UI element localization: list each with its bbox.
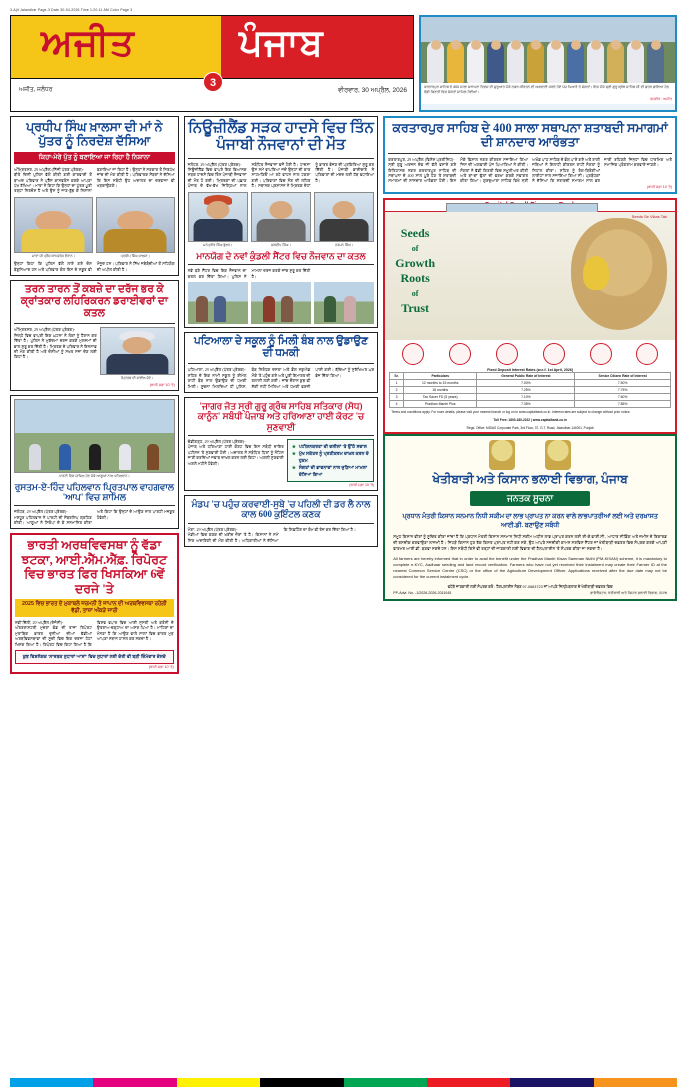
bank-terms-note: Terms and conditions apply. For more details, please visit your nearest branch or log on to www.capitalbank.co.in. Interest rates are subject to change without prior notice. — [391, 409, 631, 414]
right-column — [383, 116, 677, 678]
photo-caption: ਮਨਪ੍ਰੀਤ ਸਿੰਘ ਭੁੱਲਰ। — [203, 242, 233, 247]
street-photo-2 — [251, 282, 311, 324]
masthead-date: ਵੀਰਵਾਰ, 30 ਅਪ੍ਰੈਲ, 2026 — [338, 87, 407, 94]
top-photo-credit: ਤਸਵੀਰ : ਅਜੀਤ — [421, 97, 675, 104]
article-photo-victim — [100, 327, 175, 375]
article-wheat-procurement — [184, 495, 379, 547]
victim-photo-1 — [188, 192, 248, 242]
article-headline: 'ਜਾਗਰ ਜੋਤ ਸ੍ਰੀ ਗੁਰੂ ਗ੍ਰੰਥ ਸਾਹਿਬ ਸਤਿਕਾਰ (ਸੋਧ) ਕਾਨੂੰਨ' ਸਬੰਧੀ ਪੰਜਾਬ ਅਤੇ ਹਰਿਆਣਾ ਹਾਈ ਕੋਰਟ 'ਚ ਸੁਣਵਾਈ — [197, 401, 365, 432]
article-body: ਜ਼ਿਲ੍ਹੇ ਵਿਚ ਵਾਪਰੀ ਇਕ ਘਟਨਾ ਨੇ ਲੋਕਾਂ ਨੂੰ ਹੈਰਾਨ ਕਰ ਦਿੱਤਾ ਹੈ। ਪੁਲਿਸ ਨੇ ਮੁਕੱਦਮਾ ਦਰਜ ਕਰਕੇ ਮੁਲਜ਼ਮਾਂ ਦੀ ਭਾਲ ਸ਼ੁਰੂ ਕਰ ਦਿੱਤੀ ਹੈ। ਮ੍ਰਿਤਕ ਦੇ ਪਰਿਵਾਰ ਨੇ ਇਨਸਾਫ਼ ਦੀ ਮੰਗ ਕੀਤੀ ਹੈ ਅਤੇ ਦੋਸ਼ੀਆਂ ਨੂੰ ਸਖ਼ਤ ਸਜ਼ਾ ਦੇਣ ਲਈ ਕਿਹਾ ਹੈ। — [14, 332, 97, 360]
govt-ad-title: ਖੇਤੀਬਾੜੀ ਅਤੇ ਕਿਸਾਨ ਭਲਾਈ ਵਿਭਾਗ, ਪੰਜਾਬ — [432, 471, 628, 486]
article-body: ਮੰਡੀਆਂ ਵਿਚ ਕਣਕ ਦੀ ਖ਼ਰੀਦ ਜ਼ੋਰਾਂ 'ਤੇ ਹੈ। ਕਿਸਾਨਾਂ ਨੇ ਸਮੇਂ ਸਿਰ ਅਦਾਇਗੀ ਦੀ ਮੰਗ ਕੀਤੀ ਹੈ। ਅਧਿਕਾਰੀਆਂ ਨੇ ਦੱਸਿਆ ਕਿ ਲਿਫਟਿੰਗ ਦਾ ਕੰਮ ਵੀ ਤੇਜ਼ ਕਰ ਦਿੱਤਾ ਗਿਆ ਹੈ। — [187, 526, 356, 543]
photo-caption: ਪਾਰਟੀ ਵਿਚ ਸ਼ਾਮਿਲ ਹੋਣ ਮੌਕੇ ਆਗੂਆਂ ਨਾਲ ਪਹਿਲਵਾਨ। — [59, 473, 130, 478]
article-bullet-list — [287, 439, 374, 482]
article-patiala-bomb-threat — [184, 332, 379, 393]
advertisement-agriculture-dept[interactable] — [383, 434, 677, 601]
street-photo-1 — [188, 282, 248, 324]
govt-ad-lead: ਪ੍ਰਧਾਨ ਮੰਤਰੀ ਕਿਸਾਨ ਸਨਮਾਨ ਨਿਧੀ ਸਕੀਮ ਦਾ ਲਾਭ ਪ੍ਰਾਪਤ ਨਾ ਕਰਨ ਵਾਲੇ ਲਾਭਪਾਤਰੀਆਂ ਲਈ ਅਤੇ ਦਰਖ਼ਾਸਤ ਆਈ.ਡੀ. ਬਣਾਉਣ ਸਬੰਧੀ — [402, 512, 658, 529]
govt-emblem-row — [389, 440, 671, 470]
article-headline: ਪ੍ਰਧੀਪ ਸਿੰਘ ਖ਼ਾਲਸਾ ਦੀ ਮਾਂ ਨੇ ਪੁੱਤਰ ਨੂੰ ਨਿਰਦੋਸ਼ ਦੱਸਿਆ — [26, 120, 163, 149]
punjab-govt-emblem-icon — [489, 440, 515, 470]
article-quote: ਕੁਝ ਵਿਸ਼ਲੇਸ਼ਕ 'ਸਾਰਥਕ ਸੁਧਾਰਾਂ ਆਸਾਂ' ਵਿਚ ਸੁਧਾਰਾਂ ਲਈ ਦੇਰੀ ਵੀ ਬੜੀ ਜ਼ਿੰਮੇਵਾਰ ਦੱਸਦੇ — [15, 650, 174, 664]
main-content-grid — [10, 116, 677, 678]
victim-photo-3 — [314, 192, 374, 242]
bullet-item: ★ ਸੰਗਤਾਂ ਦੀ ਭਾਵਨਾਵਾਂ ਨਾਲ ਜੁੜਿਆ ਮਾਮਲਾ ਦੱਸਿਆ ਗਿਆ — [292, 464, 369, 478]
bank-contact: Toll Free: 1800-180-2222 | www.capitalbank.co.in — [493, 417, 567, 422]
bank-regd-office: Regd. Office: MIDAS Corporate Park, 3rd Floor, 37, G.T. Road, Jalandhar-144001, Punjab — [466, 425, 594, 430]
photo-person-head — [431, 40, 441, 50]
victim-photo-2 — [251, 192, 311, 242]
photo-caption: ਜਗਦੀਪ ਸਿੰਘ। — [271, 242, 291, 247]
article-kicker: ਕਿਹਾ-ਮੇਰੇ ਪੁੱਤ ਨੂੰ ਬਣਾਇਆ ਜਾ ਰਿਹਾ ਹੈ ਨਿਸ਼ਾਨਾ — [14, 152, 175, 164]
article-continued: (ਬਾਕੀ ਸਫ਼ਾ 10 'ਤੇ) — [149, 382, 175, 387]
article-body: ਬੀਤੇ ਦਿਨੀਂ ਪੁਲਿਸ ਵੱਲੋਂ ਕੀਤੀ ਗਈ ਕਾਰਵਾਈ ਤੋਂ ਬਾਅਦ ਪਰਿਵਾਰ ਨੇ ਪ੍ਰੈੱਸ ਕਾਨਫਰੰਸ ਕਰਕੇ ਆਪਣਾ ਪੱਖ ਰੱਖਿਆ। ਮਾਤਾ ਨੇ ਕਿਹਾ ਕਿ ਉਨ੍ਹਾਂ ਦਾ ਪੁੱਤਰ ਪੂਰੀ ਤਰ੍ਹਾਂ ਨਿਰਦੋਸ਼ ਹੈ ਅਤੇ ਉਸ ਨੂੰ ਜਾਣ-ਬੁੱਝ ਕੇ ਨਿਸ਼ਾਨਾ ਬਣਾਇਆ ਜਾ ਰਿਹਾ ਹੈ। ਉਨ੍ਹਾਂ ਨੇ ਸਰਕਾਰ ਤੋਂ ਨਿਰਪੱਖ ਜਾਂਚ ਦੀ ਮੰਗ ਕੀਤੀ ਹੈ। ਪਰਿਵਾਰਕ ਮੈਂਬਰਾਂ ਨੇ ਦੱਸਿਆ ਕਿ ਇਸ ਸਬੰਧੀ ਉਹ ਅਦਾਲਤ ਦਾ ਦਰਵਾਜ਼ਾ ਵੀ ਖੜਕਾਉਣਗੇ। — [14, 166, 175, 194]
left-column — [10, 116, 179, 678]
table-row — [390, 400, 671, 407]
photo-caption: ਮ੍ਰਿਤਕ ਦੀ ਫਾਈਲ ਫੋਟੋ। — [121, 376, 154, 381]
weaver-bird-illustration — [583, 256, 609, 290]
table-row — [390, 386, 671, 393]
article-dateline: ਕਰਤਾਰਪੁਰ, 29 ਅਪ੍ਰੈਲ (ਵਿਸ਼ੇਸ਼ ਪ੍ਰਤੀਨਿਧ)- — [388, 156, 455, 162]
cell: 7.25% — [477, 386, 575, 393]
table-row — [390, 393, 671, 400]
interest-rate-table — [389, 372, 671, 408]
article-newzealand-crash — [184, 116, 379, 328]
govt-ad-band: ਜਨਤਕ ਸੂਚਨਾ — [470, 491, 590, 506]
hero-line: Seeds — [400, 225, 430, 240]
agriculture-dept-emblem-icon — [545, 440, 571, 470]
article-photo-joining — [14, 399, 175, 473]
photo-caption: ਮਾਤਾ ਜੀ ਪ੍ਰੈੱਸ ਕਾਨਫਰੰਸ ਦੌਰਾਨ। — [31, 253, 75, 258]
bullet-item: ★ ਪਟੀਸ਼ਨਕਰਤਾ ਦੀ ਦਲੀਲਾਂ 'ਤੇ ਉੱਠੇ ਸਵਾਲ — [292, 443, 369, 450]
hero-line: of — [411, 288, 419, 298]
table-header: Particulars — [403, 372, 477, 379]
hero-line: Growth — [395, 255, 436, 270]
advertisement-capital-bank[interactable] — [383, 198, 677, 434]
masthead-title-punjab: ਪੰਜਾਬ — [239, 23, 324, 64]
bank-hero-text — [395, 226, 435, 316]
cell: 7.75% — [575, 386, 671, 393]
article-headline: ਰੁਸਤਮ-ਏ-ਹਿੰਦ ਪਹਿਲਵਾਨ ਪ੍ਰਿਤਪਾਲ ਵਾਹਗਵਾਲ 'ਆਪ' ਵਿਚ ਸ਼ਾਮਿਲ — [14, 481, 175, 502]
article-kartarpur-centenary — [383, 116, 677, 194]
page-number-badge: 3 — [203, 72, 223, 92]
table-header: Sr. — [390, 372, 404, 379]
article-wrestler-aap — [10, 395, 179, 530]
article-photo-khalsa — [96, 197, 175, 253]
cell: 7.35% — [477, 400, 575, 407]
article-high-court-hearing — [184, 397, 379, 491]
article-dateline: ਜਲੰਧਰ, 29 ਅਪ੍ਰੈਲ (ਪੱਤਰ ਪ੍ਰੇਰਕ)- — [14, 509, 68, 515]
table-header: Senior Citizen Rate of Interest — [575, 372, 671, 379]
savings-icon — [402, 343, 424, 365]
govt-ad-advt-number: PP-Advt. No. -1/2026-2026-2011045 — [393, 590, 452, 595]
article-khalsa-mother — [10, 116, 179, 276]
article-photo-mother — [14, 197, 93, 253]
article-body: ਨਿਊਜ਼ੀਲੈਂਡ ਵਿਚ ਵਾਪਰੇ ਇਕ ਭਿਆਨਕ ਸੜਕ ਹਾਦਸੇ ਵਿਚ ਤਿੰਨ ਪੰਜਾਬੀ ਨੌਜਵਾਨਾਂ ਦੀ ਮੌਤ ਹੋ ਗਈ। ਮ੍ਰਿਤਕਾਂ ਦੀ ਪਛਾਣ ਪੰਜਾਬ ਦੇ ਵੱਖ-ਵੱਖ ਜ਼ਿਲ੍ਹਿਆਂ ਨਾਲ ਸਬੰਧਿਤ ਨੌਜਵਾਨਾਂ ਵਜੋਂ ਹੋਈ ਹੈ। ਹਾਦਸਾ ਉਸ ਸਮੇਂ ਵਾਪਰਿਆ ਜਦੋਂ ਉਨ੍ਹਾਂ ਦੀ ਕਾਰ ਸਾਹਮਣਿਓਂ ਆ ਰਹੇ ਵਾਹਨ ਨਾਲ ਟਕਰਾ ਗਈ। ਪਰਿਵਾਰਾਂ ਵਿਚ ਸੋਗ ਦੀ ਲਹਿਰ ਹੈ। ਸਥਾਨਕ ਪ੍ਰਸ਼ਾਸਨ ਨੇ ਮ੍ਰਿਤਕ ਦੇਹਾਂ ਨੂੰ ਭਾਰਤ ਭੇਜਣ ਦੀ ਪ੍ਰਕਿਰਿਆ ਸ਼ੁਰੂ ਕਰ ਦਿੱਤੀ ਹੈ। ਪੰਜਾਬੀ ਭਾਈਚਾਰੇ ਨੇ ਪਰਿਵਾਰਾਂ ਦੀ ਮਦਦ ਲਈ ਹੱਥ ਵਧਾਇਆ ਹੈ। — [187, 161, 375, 189]
article-tarn-taran — [10, 280, 179, 391]
article-dateline: ਨਵੀਂ ਦਿੱਲੀ, 29 ਅਪ੍ਰੈਲ (ਏਜੰਸੀ)- — [15, 619, 64, 625]
street-photo-3 — [314, 282, 374, 324]
article-headline: ਕਰਤਾਰਪੁਰ ਸਾਹਿਬ ਦੇ 400 ਸਾਲਾ ਸਥਾਪਨਾ ਸ਼ਤਾਬਦੀ ਸਮਾਗਮਾਂ ਦੀ ਸ਼ਾਨਦਾਰ ਆਰੰਭਤਾ — [392, 121, 668, 150]
cell: 4 — [390, 400, 404, 407]
cell: 1 — [390, 379, 404, 386]
article-dateline: ਪਟਿਆਲਾ, 29 ਅਪ੍ਰੈਲ (ਪੱਤਰ ਪ੍ਰੇਰਕ)- — [187, 367, 246, 373]
masthead-row — [10, 15, 677, 112]
article-body: ਮਸ਼ਹੂਰ ਪਹਿਲਵਾਨ ਨੇ ਪਾਰਟੀ ਦੀ ਮੈਂਬਰਸ਼ਿਪ ਗ੍ਰਹਿਣ ਕੀਤੀ। ਆਗੂਆਂ ਨੇ ਸਿਰੋਪਾ ਦੇ ਕੇ ਸਨਮਾਨਿਤ ਕੀਤਾ ਅਤੇ ਕਿਹਾ ਕਿ ਉਨ੍ਹਾਂ ਦੇ ਆਉਣ ਨਾਲ ਪਾਰਟੀ ਮਜ਼ਬੂਤ ਹੋਵੇਗੀ। — [14, 509, 175, 526]
article-headline: ਪਟਿਆਲਾ ਦੇ ਸਕੂਲ ਨੂੰ ਮਿਲੀ ਬੰਬ ਨਾਲ ਉਡਾਉਣ ਦੀ ਧਮਕੀ — [193, 336, 368, 360]
subarticle-headline: ਮਾਨਯੋਗ ਦੇ ਨਵਾਂ ਕੁੰਡਲੀ ਸੈਂਟਰ ਵਿਚ ਨੌਜਵਾਨ ਦਾ ਕਤਲ — [196, 251, 366, 262]
cell: 7.50% — [575, 379, 671, 386]
govt-ad-body-english: All farmers are hereby informed that in order to avail the benefit under the Pradhan Mantri Kisan Samman Nidhi (PM-KISAN) scheme, it is mandatory to complete e-KYC, Aadhaar seeding and land record verification. Farmers who have not yet received their instalment may create their Farmer ID at the nearest Common Service Centre (CSC) or the office of the Agriculture Development Officer. Applications received after the due date may not be considered for the current instalment cycle. — [393, 555, 667, 579]
agri-loan-icon — [543, 343, 565, 365]
article-body: ਸ਼ਹਿਰ ਦੇ ਇਕ ਨਾਮੀ ਸਕੂਲ ਨੂੰ ਈਮੇਲ ਰਾਹੀਂ ਬੰਬ ਨਾਲ ਉਡਾਉਣ ਦੀ ਧਮਕੀ ਮਿਲੀ। ਸੂਚਨਾ ਮਿਲਦਿਆਂ ਹੀ ਪੁਲਿਸ, ਬੰਬ ਨਿਰੋਧਕ ਦਸਤਾ ਅਤੇ ਡੌਗ ਸਕੁਐਡ ਮੌਕੇ 'ਤੇ ਪਹੁੰਚ ਗਏ ਅਤੇ ਪੂਰੀ ਇਮਾਰਤ ਦੀ ਤਲਾਸ਼ੀ ਲਈ ਗਈ। ਜਾਂਚ ਦੌਰਾਨ ਕੁਝ ਵੀ ਸ਼ੱਕੀ ਨਹੀਂ ਮਿਲਿਆ ਅਤੇ ਧਮਕੀ ਫ਼ਰਜ਼ੀ ਪਾਈ ਗਈ। ਬੱਚਿਆਂ ਨੂੰ ਸੁਰੱਖਿਅਤ ਘਰ ਭੇਜ ਦਿੱਤਾ ਗਿਆ। — [187, 367, 375, 389]
hero-line: of — [411, 243, 419, 253]
cell: 18 months — [403, 386, 477, 393]
article-headline: ਮੰਡਪ 'ਚ ਪਹੁੰਚ ਕਰਵਾਈ-ਸੁਬੇ 'ਚ ਪਹਿਲੀ ਦੀ ਡਰ ਲੈ ਨਾਲ ਕਾਲ 600 ਕੁਇੰਟਲ ਕਣਕ — [191, 499, 371, 520]
article-body: ਪੰਜਾਬ ਅਤੇ ਹਰਿਆਣਾ ਹਾਈ ਕੋਰਟ ਵਿਚ ਇਸ ਸਬੰਧੀ ਦਾਇਰ ਪਟੀਸ਼ਨ 'ਤੇ ਸੁਣਵਾਈ ਹੋਈ। ਅਦਾਲਤ ਨੇ ਸਬੰਧਿਤ ਧਿਰਾਂ ਨੂੰ ਨੋਟਿਸ ਜਾਰੀ ਕਰਦਿਆਂ ਜਵਾਬ ਦਾਖ਼ਲ ਕਰਨ ਲਈ ਕਿਹਾ। ਅਗਲੀ ਸੁਣਵਾਈ ਅਗਲੇ ਮਹੀਨੇ ਹੋਵੇਗੀ। — [187, 444, 284, 466]
article-strip: 2025 ਵਿਚ ਭਾਰਤ ਦੇ ਮੁਕਾਬਲੇ ਜਰਮਨੀ ਤੇ ਜਾਪਾਨ ਦੀ ਅਰਥਵਿਵਸਥਾ ਰਹੇਗੀ ਵੱਡੀ, ਤਾਜ਼ਾ ਅੰਕੜੇ ਜਾਰੀ — [15, 599, 174, 617]
article-headline: ਨਿਊਜ਼ੀਲੈਂਡ ਸੜਕ ਹਾਦਸੇ ਵਿਚ ਤਿੰਨ ਪੰਜਾਬੀ ਨੌਜਵਾਨਾਂ ਦੀ ਮੌਤ — [188, 120, 374, 154]
article-dateline: ਮੋਗਾ, 29 ਅਪ੍ਰੈਲ (ਪੱਤਰ ਪ੍ਰੇਰਕ)- — [187, 526, 238, 532]
rate-table-title: Fixed Deposit Interest Rates (w.e.f. 1st April, 2026) — [487, 367, 574, 372]
nagar-kirtan-photo — [421, 17, 675, 83]
article-headline: ਤਰਨ ਤਾਰਨ ਤੋਂ ਕਬਜ਼ੇ ਦਾ ਦਰੱਜ ਭਰ ਕੇ ਕ੍ਰਾਂਤਕਾਰ ਲਹਿਰਿਕਰਨ ਡਰਾਈਵਰਾਂ ਦਾ ਕਤਲ — [20, 284, 168, 320]
govt-ad-body-punjabi: ਸਮੂਹ ਕਿਸਾਨ ਵੀਰਾਂ ਨੂੰ ਸੂਚਿਤ ਕੀਤਾ ਜਾਂਦਾ ਹੈ ਕਿ ਪ੍ਰਧਾਨ ਮੰਤਰੀ ਕਿਸਾਨ ਸਨਮਾਨ ਨਿਧੀ ਸਕੀਮ ਅਧੀਨ ਲਾਭ ਪ੍ਰਾਪਤ ਕਰਨ ਲਈ ਈ-ਕੇ.ਵਾਈ.ਸੀ., ਆਧਾਰ ਸੀਡਿੰਗ ਅਤੇ ਜ਼ਮੀਨ ਦੇ ਰਿਕਾਰਡ ਦੀ ਤਸਦੀਕ ਕਰਵਾਉਣਾ ਲਾਜ਼ਮੀ ਹੈ। ਜਿਹੜੇ ਕਿਸਾਨ ਹੁਣ ਤੱਕ ਕਿਸ਼ਤ ਪ੍ਰਾਪਤ ਨਹੀਂ ਕਰ ਸਕੇ, ਉਹ ਆਪਣੇ ਨਜ਼ਦੀਕੀ ਕਾਮਨ ਸਰਵਿਸ ਸੈਂਟਰ ਜਾਂ ਖੇਤੀਬਾੜੀ ਦਫ਼ਤਰ ਵਿਚ ਸੰਪਰਕ ਕਰਕੇ ਆਪਣੀ ਫਾਰਮਰ ਆਈ.ਡੀ. ਬਣਵਾ ਸਕਦੇ ਹਨ। ਇਸ ਸਬੰਧੀ ਕਿਸੇ ਵੀ ਤਰ੍ਹਾਂ ਦੀ ਜਾਣਕਾਰੀ ਲਈ ਵਿਭਾਗ ਦੀ ਹੈਲਪਲਾਈਨ 'ਤੇ ਸੰਪਰਕ ਕੀਤਾ ਜਾ ਸਕਦਾ ਹੈ। — [393, 533, 667, 551]
cell: 7.60% — [575, 393, 671, 400]
print-color-calibration-bar — [10, 1078, 677, 1087]
hero-line: Roots — [400, 270, 430, 285]
digital-banking-icon — [636, 343, 658, 365]
bank-tagline: Seeds Se Vikas Tak — [631, 213, 667, 219]
article-dateline: ਜਲੰਧਰ, 29 ਅਪ੍ਰੈਲ (ਪੱਤਰ ਪ੍ਰੇਰਕ)- — [187, 161, 242, 167]
masthead — [10, 15, 414, 112]
article-continued: (ਬਾਕੀ ਸਫ਼ਾ 10 'ਤੇ) — [647, 184, 672, 189]
home-loan-icon — [449, 343, 471, 365]
article-continued: (ਬਾਕੀ ਸਫ਼ਾ 10 'ਤੇ) — [148, 665, 174, 670]
table-row — [390, 379, 671, 386]
article-headline: ਭਾਰਤੀ ਅਰਥਵਿਵਸਥਾ ਨੂੰ ਵੱਡਾ ਝਟਕਾ, ਆਈ.ਐੱਮ.ਐੱਫ਼. ਰਿਪੋਰਟ ਵਿਚ ਭਾਰਤ ਫਿਰ ਖਿਸਕਿਆ 6ਵੇਂ ਦਰਜੇ 'ਤੇ — [21, 538, 168, 596]
cell: 7.10% — [477, 393, 575, 400]
deposit-icon — [496, 343, 518, 365]
masthead-title-ajit: ਅਜੀਤ — [41, 23, 135, 64]
bank-hero-image — [385, 212, 675, 340]
cell: Tax Saver FD (5 years) — [403, 393, 477, 400]
masthead-edition: ਅਜੀਤ, ਜਲੰਧਰ — [19, 87, 53, 93]
article-body: ਸ੍ਰੀ ਗੁਰੂ ਅਰਜਨ ਦੇਵ ਜੀ ਵੱਲੋਂ ਵਸਾਏ ਗਏ ਇਤਿਹਾਸਕ ਨਗਰ ਕਰਤਾਰਪੁਰ ਸਾਹਿਬ ਦੀ ਸਥਾਪਨਾ ਦੇ 400 ਸਾਲ ਪੂਰੇ ਹੋਣ 'ਤੇ ਸ਼ਤਾਬਦੀ ਸਮਾਗਮਾਂ ਦੀ ਸ਼ਾਨਦਾਰ ਆਰੰਭਤਾ ਹੋਈ। ਇਸ ਮੌਕੇ ਵਿਸ਼ਾਲ ਨਗਰ ਕੀਰਤਨ ਸਜਾਇਆ ਗਿਆ ਜਿਸ ਦੀ ਅਗਵਾਈ ਪੰਜ ਪਿਆਰਿਆਂ ਨੇ ਕੀਤੀ। ਸੰਗਤਾਂ ਨੇ ਵੱਡੀ ਗਿਣਤੀ ਵਿਚ ਸ਼ਮੂਲੀਅਤ ਕੀਤੀ ਅਤੇ ਥਾਂ-ਥਾਂ ਫੁੱਲਾਂ ਦੀ ਵਰਖਾ ਕਰਕੇ ਸਵਾਗਤ ਕੀਤਾ ਗਿਆ। ਗੁਰਦੁਆਰਾ ਸਾਹਿਬ ਵਿਖੇ ਸ੍ਰੀ ਅਖੰਡ ਪਾਠ ਸਾਹਿਬ ਦੇ ਭੋਗ ਪਾਏ ਗਏ ਅਤੇ ਰਾਗੀ ਜਥਿਆਂ ਨੇ ਇਲਾਹੀ ਕੀਰਤਨ ਰਾਹੀਂ ਸੰਗਤਾਂ ਨੂੰ ਨਿਹਾਲ ਕੀਤਾ। ਸ਼ਹਿਰ ਨੂੰ ਰੰਗ-ਬਿਰੰਗੀਆਂ ਲਾਈਟਾਂ ਨਾਲ ਸਜਾਇਆ ਗਿਆ ਸੀ। ਪ੍ਰਬੰਧਕਾਂ ਨੇ ਦੱਸਿਆ ਕਿ ਸ਼ਤਾਬਦੀ ਸਮਾਗਮ ਸਾਲ ਭਰ ਜਾਰੀ ਰਹਿਣਗੇ ਜਿਨ੍ਹਾਂ ਵਿਚ ਧਾਰਮਿਕ ਅਤੇ ਸਮਾਜਿਕ ਪ੍ਰੋਗਰਾਮ ਕਰਵਾਏ ਜਾਣਗੇ। — [388, 156, 672, 184]
photo-caption: ਹਰਮਨ ਸਿੰਘ। — [335, 242, 354, 247]
article-body: ਅੰਤਰਰਾਸ਼ਟਰੀ ਮੁਦਰਾ ਫੰਡ ਦੀ ਤਾਜ਼ਾ ਰਿਪੋਰਟ ਮੁਤਾਬਿਕ ਭਾਰਤ ਦੁਨੀਆ ਦੀਆਂ ਵੱਡੀਆਂ ਅਰਥਵਿਵਸਥਾਵਾਂ ਦੀ ਸੂਚੀ ਵਿਚ ਇਕ ਦਰਜਾ ਹੇਠਾਂ ਖਿਸਕ ਗਿਆ ਹੈ। ਰਿਪੋਰਟ ਵਿਚ ਕਿਹਾ ਗਿਆ ਹੈ ਕਿ ਵਿਸ਼ਵ ਵਪਾਰ ਵਿਚ ਆਈ ਸੁਸਤੀ ਅਤੇ ਕਰੰਸੀ ਦੇ ਉਤਰਾਅ-ਚੜ੍ਹਾਅ ਦਾ ਅਸਰ ਪਿਆ ਹੈ। ਮਾਹਿਰਾਂ ਦਾ ਮੰਨਣਾ ਹੈ ਕਿ ਆਉਣ ਵਾਲੇ ਸਾਲਾਂ ਵਿਚ ਭਾਰਤ ਮੁੜ ਆਪਣਾ ਸਥਾਨ ਹਾਸਲ ਕਰ ਸਕਦਾ ਹੈ। — [15, 619, 174, 647]
bank-product-icons — [385, 340, 675, 368]
cell: 7.00% — [477, 379, 575, 386]
photo-caption: ਪ੍ਰਧੀਪ ਸਿੰਘ ਖ਼ਾਲਸਾ। — [120, 253, 150, 258]
top-lead-photo-block — [419, 15, 677, 112]
cell: Pradhan Mantri Plus — [403, 400, 477, 407]
print-metadata-bar: 3-Ajit Jalandhar Page-3 Date 30-04-2026 Time 1:20:11 AM Color Page 3 — [10, 8, 133, 12]
insurance-icon — [590, 343, 612, 365]
article-dateline: ਚੰਡੀਗੜ੍ਹ, 29 ਅਪ੍ਰੈਲ (ਪੱਤਰ ਪ੍ਰੇਰਕ)- — [187, 439, 246, 445]
subarticle-body: ਨਵੇਂ ਬਣੇ ਸੈਂਟਰ ਵਿਚ ਇਕ ਨੌਜਵਾਨ ਦਾ ਕਤਲ ਕਰ ਦਿੱਤਾ ਗਿਆ। ਪੁਲਿਸ ਨੇ ਮਾਮਲਾ ਦਰਜ ਕਰਕੇ ਜਾਂਚ ਸ਼ੁਰੂ ਕਰ ਦਿੱਤੀ ਹੈ। — [187, 268, 311, 279]
cell: 7.85% — [575, 400, 671, 407]
article-economy-imf — [10, 533, 179, 674]
article-dateline: ਅੰਮ੍ਰਿਤਸਰ, 29 ਅਪ੍ਰੈਲ (ਨਿੱਜੀ ਪੱਤਰ ਪ੍ਰੇਰਕ)- — [14, 166, 84, 172]
govt-ad-helpline: ਵਧੇਰੇ ਜਾਣਕਾਰੀ ਲਈ ਸੰਪਰਕ ਕਰੋ : ਹੈਲਪਲਾਈਨ ਨੰਬਰ 97-0663723 ਜਾਂ ਆਪਣੇ ਜ਼ਿਲ੍ਹੇ/ਬਲਾਕ ਦੇ ਖੇਤੀਬਾੜੀ ਦਫ਼ਤਰ ਵਿਚ — [447, 584, 613, 589]
cell: 3 — [390, 393, 404, 400]
article-dateline: ਅੰਮ੍ਰਿਤਸਰ, 29 ਅਪ੍ਰੈਲ (ਪੱਤਰ ਪ੍ਰੇਰਕ)- — [14, 327, 76, 333]
article-continued: (ਬਾਕੀ ਸਫ਼ਾ 10 'ਤੇ) — [349, 483, 375, 488]
cell: 12 months to 15 months — [403, 379, 477, 386]
cell: 2 — [390, 386, 404, 393]
govt-ad-signature: ਡਾਇਰੈਕਟਰ, ਖੇਤੀਬਾੜੀ ਅਤੇ ਕਿਸਾਨ ਭਲਾਈ ਵਿਭਾਗ, ਪੰਜਾਬ — [590, 590, 667, 595]
top-photo-caption: ਕਰਤਾਰਪੁਰ ਸਾਹਿਬ ਦੇ 400 ਸਾਲਾ ਸਥਾਪਨਾ ਦਿਵਸ ਦੀ ਸ਼ੁਰੂਆਤ ਮੌਕੇ ਨਗਰ ਕੀਰਤਨ ਦੀ ਅਗਵਾਈ ਕਰਦੇ ਹੋਏ ਪੰਜ ਪਿਆਰੇ ਤੇ ਸੰਗਤਾਂ। ਇਸ ਮੌਕੇ ਸ੍ਰੀ ਗੁਰੂ ਗ੍ਰੰਥ ਸਾਹਿਬ ਜੀ ਦੀ ਛਤਰ ਛਾਇਆ ਹੇਠ ਵੱਡੀ ਗਿਣਤੀ ਵਿਚ ਸੰਗਤਾਂ ਸ਼ਾਮਿਲ ਹੋਈਆਂ। — [421, 83, 675, 97]
middle-column — [184, 116, 379, 678]
table-header: General Public Rate of Interest — [477, 372, 575, 379]
hero-line: Trust — [401, 300, 430, 315]
article-body-2: ਉਨ੍ਹਾਂ ਕਿਹਾ ਕਿ ਪੁਲਿਸ ਵੱਲੋਂ ਲਾਏ ਗਏ ਦੋਸ਼ ਬੇਬੁਨਿਆਦ ਹਨ ਅਤੇ ਪਰਿਵਾਰ ਕੋਲ ਇਸ ਦੇ ਸਬੂਤ ਵੀ ਮੌਜੂਦ ਹਨ। ਪਰਿਵਾਰ ਨੇ ਸਿੱਖ ਜਥੇਬੰਦੀਆਂ ਤੋਂ ਸਹਿਯੋਗ ਦੀ ਅਪੀਲ ਕੀਤੀ ਹੈ। — [14, 261, 175, 272]
bullet-item: ★ ਮੁੱਖ ਸਕੱਤਰ ਨੂੰ ਪ੍ਰਤੀਕਰਮ ਦਾਖ਼ਲ ਕਰਨ ਦੇ ਹੁਕਮ — [292, 450, 369, 464]
